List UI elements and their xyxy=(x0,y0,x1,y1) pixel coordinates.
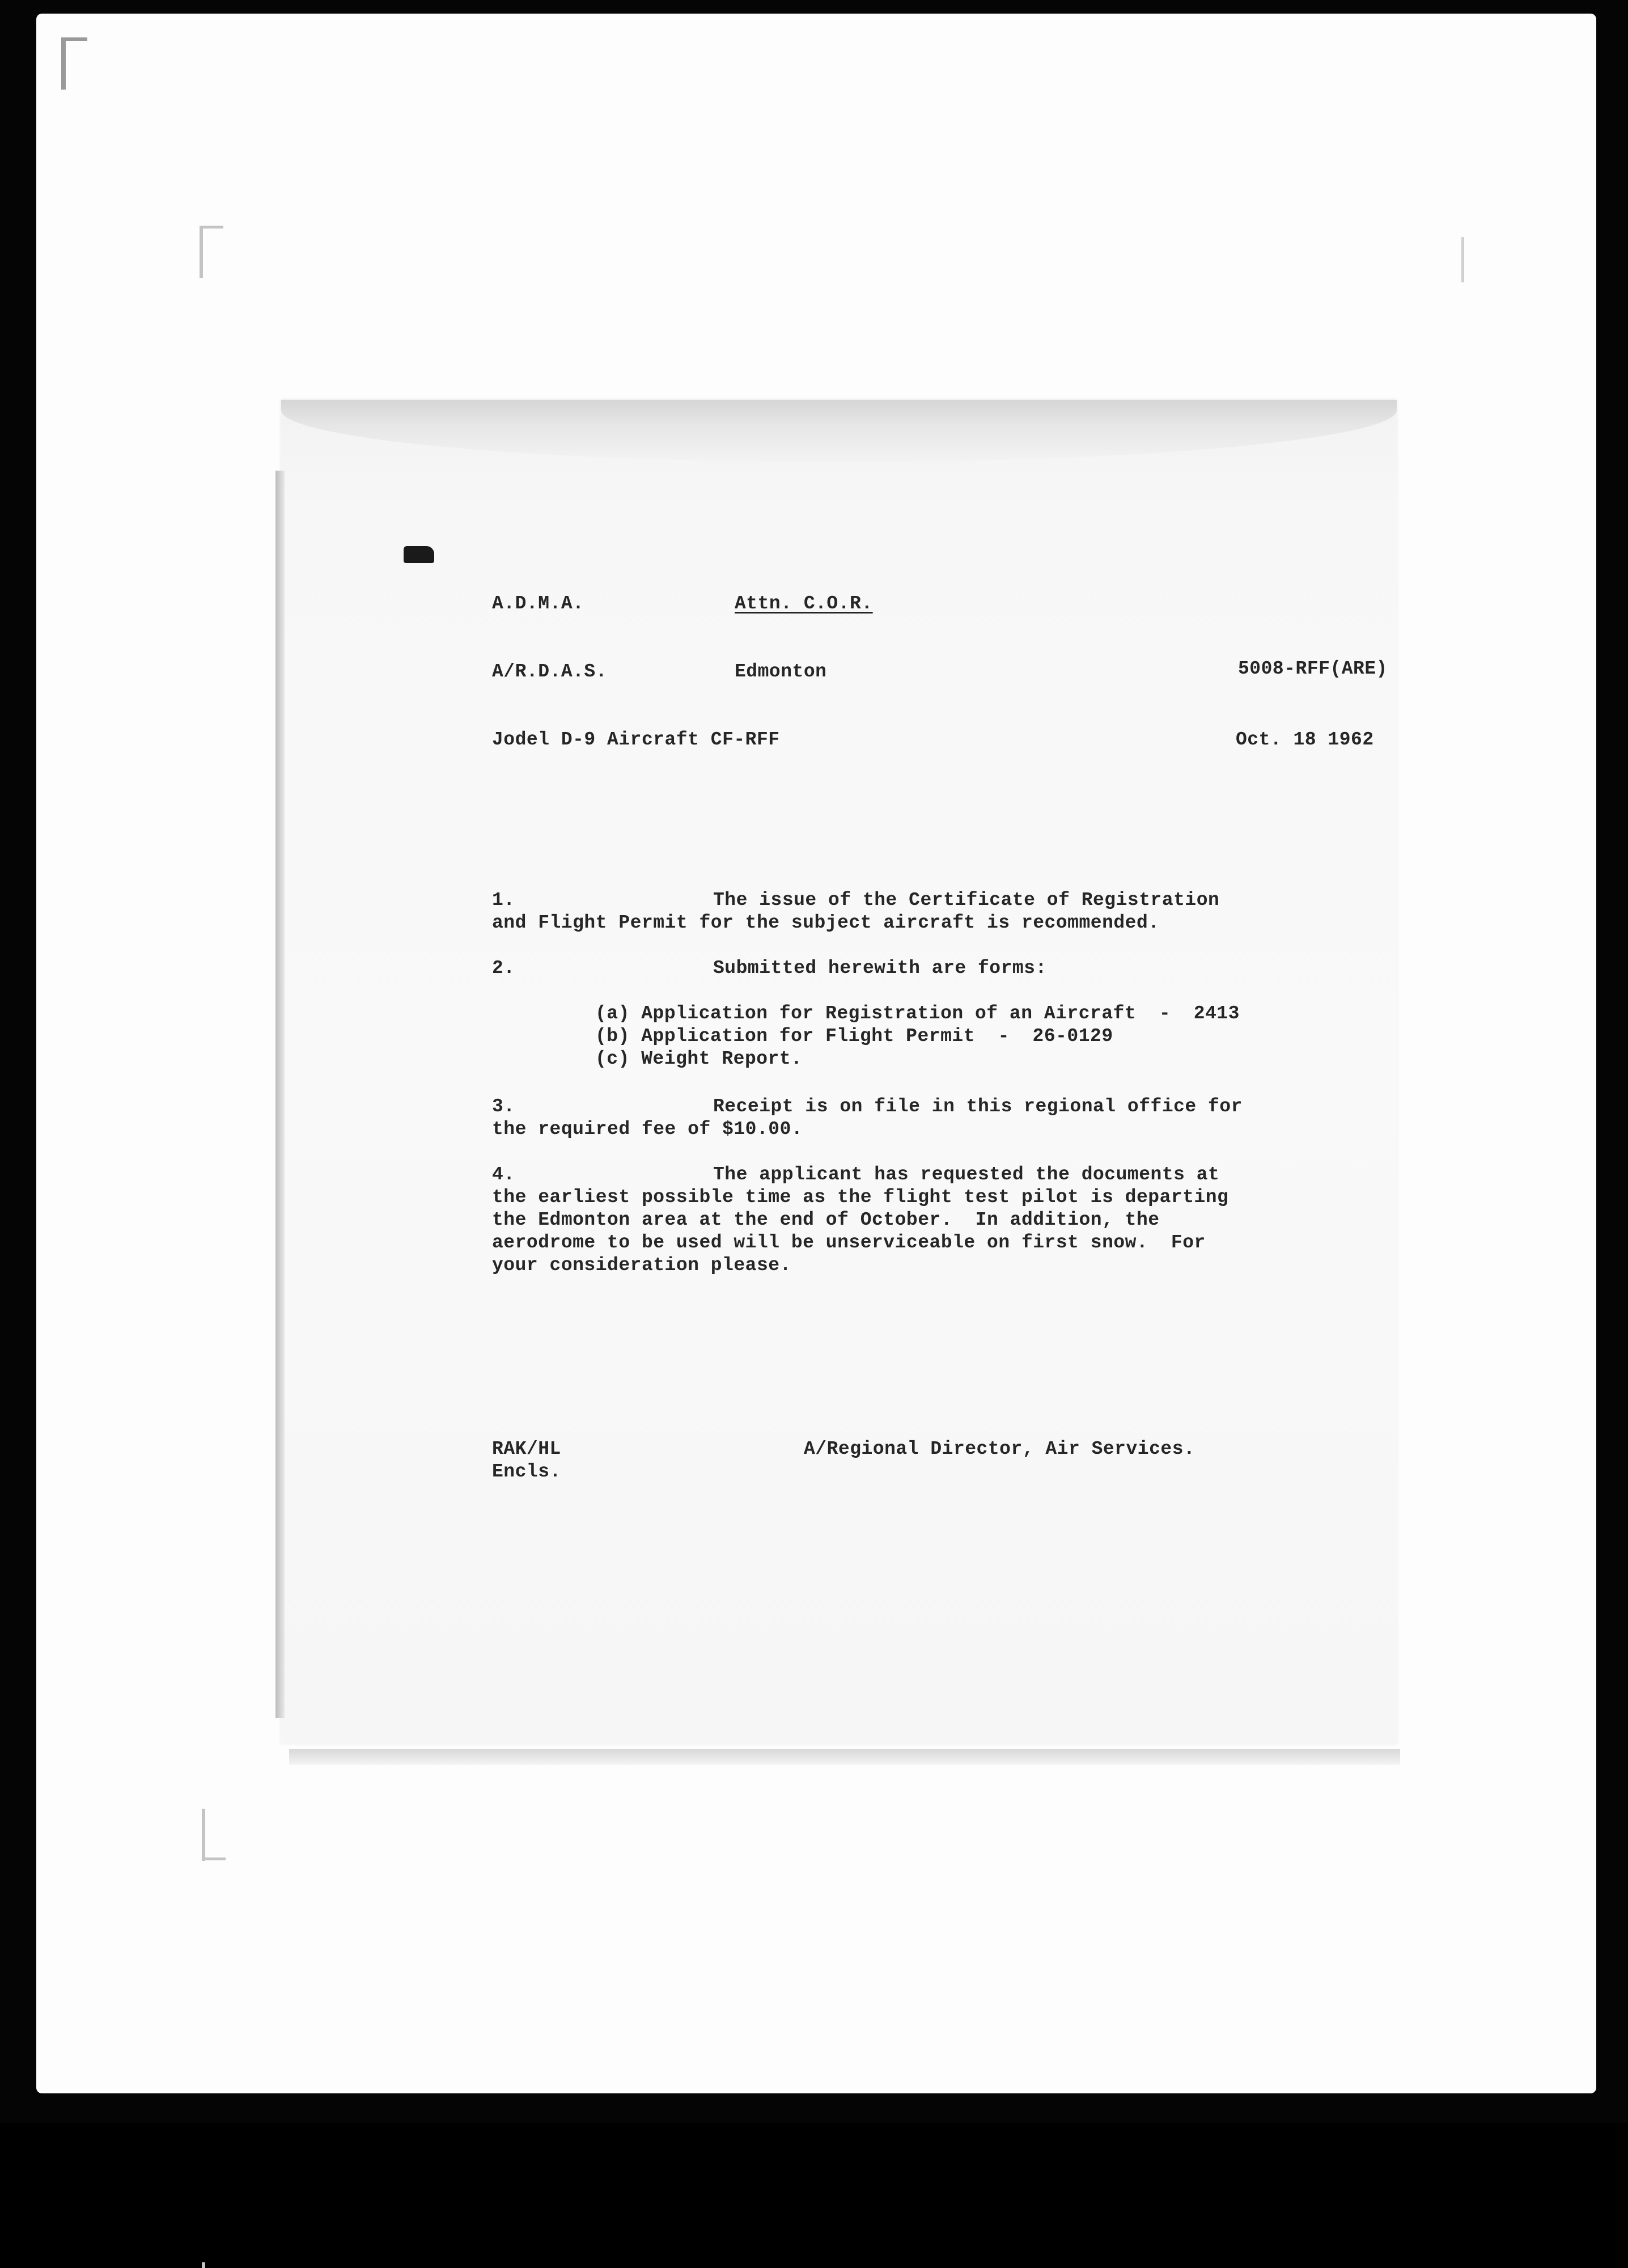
paragraph-line: the earliest possible time as the flight test pilot is departing xyxy=(492,1187,1229,1208)
paragraph-line: and Flight Permit for the subject aircraft is recommended. xyxy=(492,912,1160,933)
crop-mark xyxy=(200,226,223,229)
ink-smudge xyxy=(404,546,434,563)
crop-mark xyxy=(200,226,203,278)
paragraph-number: 3. xyxy=(492,1096,515,1117)
memo-from: A/R.D.A.S. xyxy=(492,661,608,682)
sheet-left-edge xyxy=(275,471,285,1718)
paragraph-line: aerodrome to be used will be unserviceable on first snow. For xyxy=(492,1232,1206,1253)
crop-mark xyxy=(202,1809,205,1861)
crop-mark xyxy=(202,1857,226,1860)
crop-mark xyxy=(61,37,87,41)
paragraph-line: Receipt is on file in this regional office for xyxy=(713,1096,1243,1117)
paragraph-line: The issue of the Certificate of Registration xyxy=(713,890,1220,911)
list-item: (a) Application for Registration of an Aircraft - 2413 xyxy=(595,1003,1240,1024)
memo-file-number: 5008-RFF(ARE) xyxy=(1238,658,1388,679)
memo-date: Oct. 18 1962 xyxy=(1236,729,1374,750)
crop-mark xyxy=(61,37,66,90)
paragraph-number: 4. xyxy=(492,1164,515,1185)
signature-title: A/Regional Director, Air Services. xyxy=(804,1438,1195,1459)
memo-subject: Jodel D-9 Aircraft CF-RFF xyxy=(492,729,780,750)
memo-attention: Attn. C.O.R. xyxy=(735,593,873,614)
paragraph-line: the required fee of $10.00. xyxy=(492,1119,803,1140)
paragraph-number: 2. xyxy=(492,958,515,979)
crop-mark xyxy=(1461,237,1464,282)
sheet-bottom-edge xyxy=(289,1749,1400,1765)
paragraph-number: 1. xyxy=(492,890,515,911)
paragraph-line: The applicant has requested the documents at xyxy=(713,1164,1220,1185)
list-item: (c) Weight Report. xyxy=(595,1048,803,1069)
memo-enclosures: Encls. xyxy=(492,1461,561,1482)
memo-initials: RAK/HL xyxy=(492,1438,561,1459)
crop-mark xyxy=(202,2262,205,2268)
memo-location: Edmonton xyxy=(735,661,827,682)
paragraph-line: the Edmonton area at the end of October. In addition, the xyxy=(492,1209,1160,1230)
list-item: (b) Application for Flight Permit - 26-0129 xyxy=(595,1026,1113,1047)
paragraph-line: Submitted herewith are forms: xyxy=(713,958,1047,979)
memo-to: A.D.M.A. xyxy=(492,593,584,614)
paragraph-line: your consideration please. xyxy=(492,1255,791,1276)
